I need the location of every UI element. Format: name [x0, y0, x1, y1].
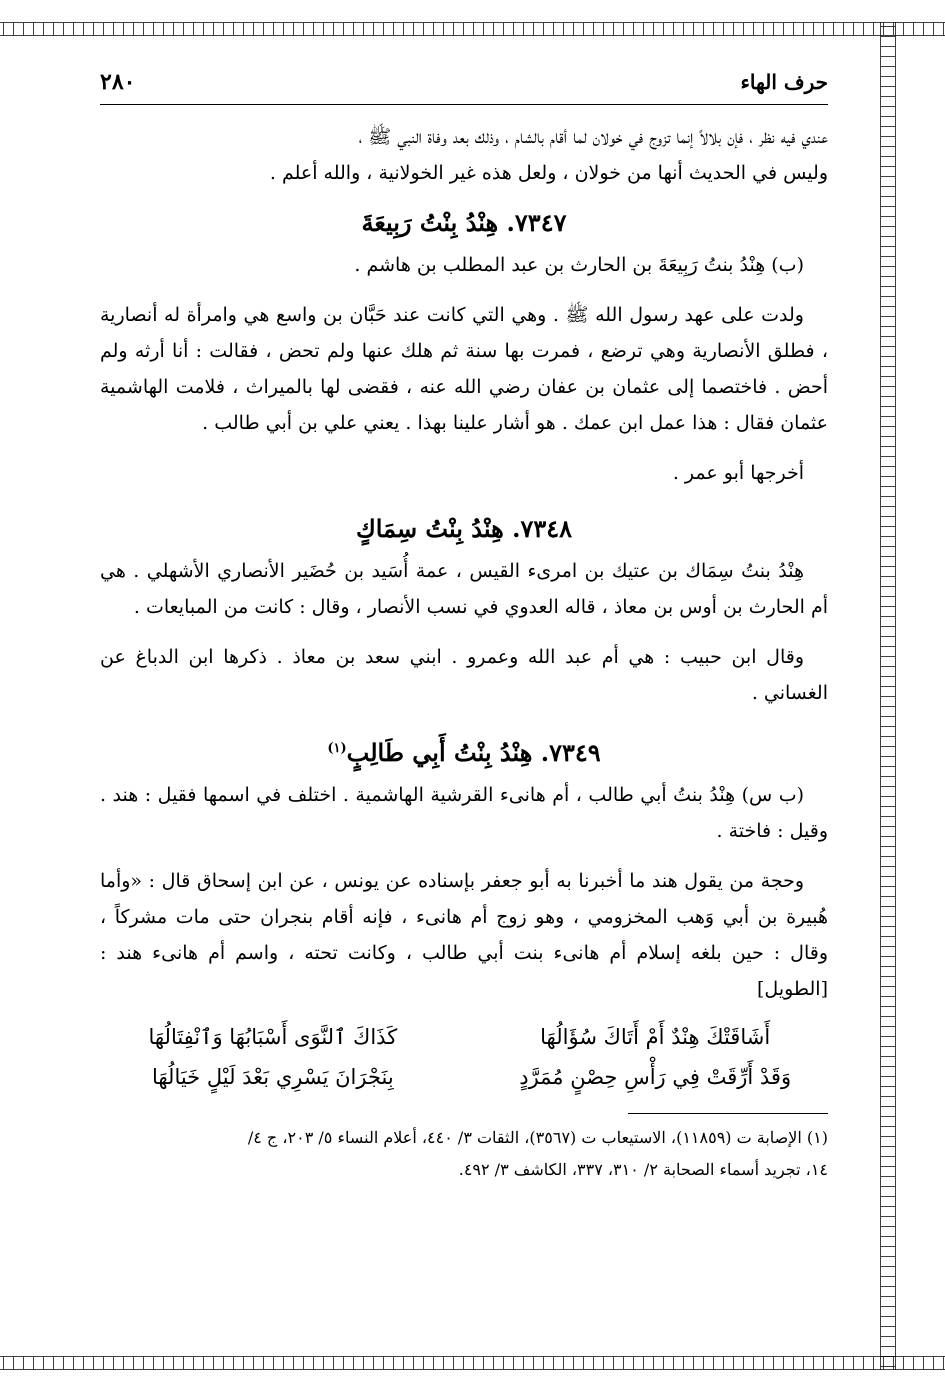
- running-header: [100, 60, 828, 105]
- entry-paragraph: وحجة من يقول هند ما أخبرنا به أبو جعفر بإسناده عن يونس ، عن ابن إسحاق قال : «وأما هُبيرة بن أبي وَهب المخزومي ، وهو زوج أم هانىء ، فإنه أقام بنجران حتى مات مشركاً ، وقال : حين بلغه إسلام أم هانىء بنت أبي طالب ، وكانت تحته ، واسم أم هانىء هند : [الطويل]: [100, 870, 828, 1000]
- page-border-right: [880, 22, 896, 1370]
- intro-text: [100, 119, 828, 191]
- page-border-top: [0, 22, 945, 36]
- footnote-line: ١٤، تجريد أسماء الصحابة ٢/ ٣١٠، ٣٣٧، الكاشف ٣/ ٤٩٢.: [458, 1160, 828, 1179]
- section-title: حرف الهاء: [740, 70, 828, 94]
- entry-paragraph: ولدت على عهد رسول الله ﷺ . وهي التي كانت عند حَبَّان بن واسع هي وامرأة له أنصارية ، فطلق الأنصارية وهي ترضع ، فمرت بها سنة ثم هلك عنها ولم تحض ، فقالت : أنا أرثه ولم أحض . فاختصما إلى عثمان بن عفان رضي الله عنه ، فقضى لها بالميراث ، فلامت الهاشمية عثمان فقال : هذا عمل ابن عمك . هو أشار علينا بهذا . يعني علي بن أبي طالب .: [100, 304, 828, 434]
- poem-verses: [100, 1017, 828, 1097]
- intro-line: وليس في الحديث أنها من خولان ، ولعل هذه غير الخولانية ، والله أعلم .: [269, 162, 828, 184]
- poem-verse: [100, 1017, 828, 1057]
- hemistich: كَذَاكَ ٱلنَّوَى أَسْبَابُهَا وَٱنْفِتَالُهَا: [148, 1025, 398, 1049]
- entry-title-7348: ٧٣٤٨. هِنْدُ بِنْتُ سِمَاكٍ: [355, 514, 573, 543]
- entry-title-7347: ٧٣٤٧. هِنْدُ بِنْتُ رَبِيعَةَ: [361, 208, 567, 237]
- entry-paragraph: هِنْدُ بنتُ سِمَاك بن عتيك بن امرىء القيس ، عمة أُسَيد بن حُضَير الأنصاري الأشهلي . هي أم الحارث بن أوس بن معاذ ، قاله العدوي في نسب الأنصار ، وقال : كانت من المبايعات .: [100, 560, 828, 618]
- entry-title-text: ٧٣٤٩. هِنْدُ بِنْتُ أَبِي طَالِبٍ: [346, 738, 601, 767]
- intro-line: عندي فيه نظر ، فإن بلالاً إنما تزوج في خولان لما أقام بالشام ، وذلك بعد وفاة النبي ﷺ ،: [358, 126, 828, 148]
- entry-paragraph: أخرجها أبو عمر .: [672, 462, 804, 484]
- footnote-line: (١) الإصابة ت (١١٨٥٩)، الاستيعاب ت (٣٥٦٧)، الثقات ٣/ ٤٤٠، أعلام النساء ٥/ ٢٠٣، ج ٤/: [247, 1128, 828, 1147]
- poem-verse: [100, 1057, 828, 1097]
- footnote-marker: (١): [327, 741, 347, 756]
- hemistich: بِنَجْرَانَ يَسْرِي بَعْدَ لَيْلٍ خَيَالُهَا: [151, 1065, 394, 1089]
- entry-paragraph: وقال ابن حبيب : هي أم عبد الله وعمرو . ابني سعد بن معاذ . ذكرها ابن الدباغ عن الغساني .: [100, 646, 828, 704]
- footnotes: [100, 1122, 828, 1186]
- book-page: [100, 60, 828, 1186]
- hemistich: أَشَاقَتْكَ هِنْدٌ أَمْ أَتَاكَ سُؤَالُهَا: [540, 1025, 771, 1049]
- entry-paragraph: (ب) هِنْدُ بنتُ رَبِيعَةَ بن الحارث بن عبد المطلب بن هاشم .: [354, 254, 804, 276]
- footnote-separator: [628, 1113, 828, 1114]
- page-number: ٢٨٠: [100, 69, 136, 95]
- hemistich: وَقَدْ أَرِّقَتْ فِي رَأْسِ حِصْنٍ مُمَرَّدٍ: [519, 1065, 792, 1089]
- entry-title-7349: [100, 729, 828, 773]
- page-border-bottom: [0, 1356, 945, 1370]
- entry-paragraph: (ب س) هِنْدُ بنتُ أبي طالب ، أم هانىء القرشية الهاشمية . اختلف في اسمها فقيل : هند . وقيل : فاختة .: [100, 784, 828, 842]
